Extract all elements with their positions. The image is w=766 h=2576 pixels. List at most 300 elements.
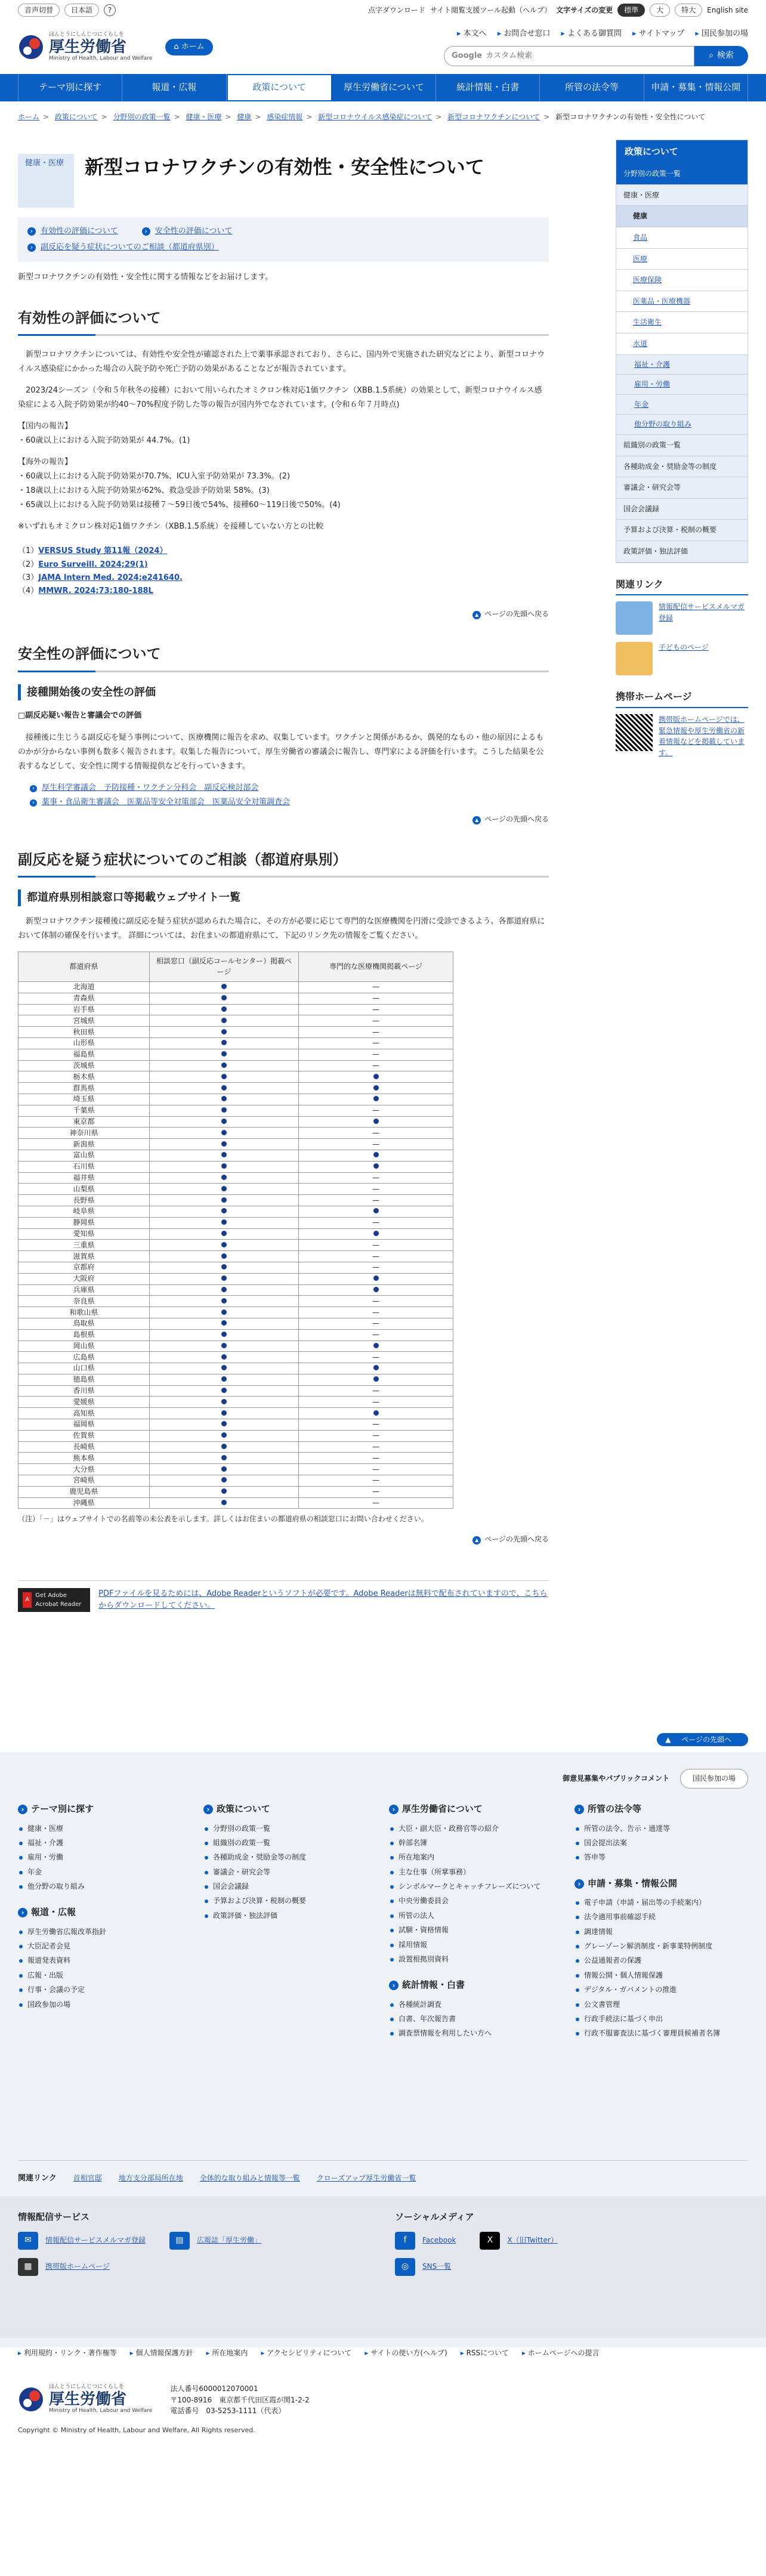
sidebar-item[interactable] bbox=[616, 499, 748, 520]
help-icon[interactable]: ? bbox=[104, 4, 116, 16]
callcenter-cell[interactable] bbox=[150, 1340, 299, 1352]
link-dot-icon[interactable] bbox=[221, 1029, 227, 1034]
footer-related-link[interactable]: 地方支分部局所在地 bbox=[118, 2174, 183, 2183]
link-dot-icon[interactable] bbox=[221, 1298, 227, 1304]
link-dot-icon[interactable] bbox=[221, 1399, 227, 1404]
sitemap-link[interactable]: ▸ サイトマップ bbox=[632, 28, 684, 40]
toc-safety-link[interactable]: › 安全性の評価について bbox=[142, 223, 233, 239]
footer-link[interactable]: 行政手続法に基づく申出 bbox=[574, 2013, 748, 2025]
hospital-cell[interactable] bbox=[299, 1150, 453, 1161]
hospital-cell: — bbox=[299, 1318, 453, 1329]
hospital-cell[interactable] bbox=[299, 1363, 453, 1375]
toc-efficacy-link[interactable]: › 有効性の評価について bbox=[27, 223, 118, 239]
footer-link[interactable]: 試験・資格情報 bbox=[389, 1924, 563, 1936]
language-select[interactable]: 日本語 bbox=[64, 4, 99, 17]
footer-link[interactable]: 設置根拠別資料 bbox=[389, 1953, 563, 1965]
callcenter-cell[interactable] bbox=[150, 1318, 299, 1329]
link-dot-icon[interactable] bbox=[221, 1253, 227, 1259]
breadcrumb-item[interactable]: 政策について bbox=[54, 113, 98, 121]
footer-link[interactable]: 大臣記者会見 bbox=[18, 1940, 192, 1952]
link-dot-icon[interactable] bbox=[373, 1096, 379, 1101]
callcenter-cell[interactable] bbox=[150, 1004, 299, 1015]
prefecture-name: 滋賀県 bbox=[18, 1251, 150, 1262]
link-dot-icon[interactable] bbox=[221, 1119, 227, 1124]
footer-column-heading[interactable]: › 政策について bbox=[203, 1802, 377, 1816]
hospital-cell[interactable] bbox=[299, 1083, 453, 1094]
kids-page-link[interactable]: 子どものページ bbox=[659, 643, 709, 652]
footer-link[interactable]: 中央労働委員会 bbox=[389, 1895, 563, 1907]
callcenter-cell[interactable] bbox=[150, 1475, 299, 1487]
footer-related-link[interactable]: 全体的な取り組みと情報等一覧 bbox=[199, 2174, 300, 2183]
link-dot-icon[interactable] bbox=[221, 1130, 227, 1135]
link-dot-icon[interactable] bbox=[221, 1074, 227, 1079]
consultation-paragraph: 新型コロナワクチン接種後に副反応を疑う症状が認められた場合に、その方が必要に応じて専門的な医療機関を円滑に受診できるよう、各都道府県において体制の確保を行います。 詳細については、お住まいの都道府県にて、下記のリンク先の情報をご覧ください。 bbox=[18, 916, 545, 940]
hospital-cell[interactable] bbox=[299, 1071, 453, 1083]
table-row bbox=[18, 1015, 453, 1027]
link-dot-icon[interactable] bbox=[373, 1119, 379, 1124]
link-dot-icon[interactable] bbox=[221, 1051, 227, 1057]
sidebar-item[interactable] bbox=[616, 249, 748, 270]
callcenter-cell[interactable] bbox=[150, 1262, 299, 1273]
footer-link[interactable]: 予算および決算・税制の概要 bbox=[203, 1895, 377, 1907]
link-dot-icon[interactable] bbox=[221, 1343, 227, 1348]
callcenter-cell[interactable] bbox=[150, 1273, 299, 1284]
hospital-cell[interactable] bbox=[299, 1161, 453, 1172]
braille-link[interactable]: 点字ダウンロード bbox=[368, 5, 426, 14]
sidebar-item[interactable] bbox=[616, 415, 748, 435]
callcenter-cell[interactable] bbox=[150, 1217, 299, 1228]
link-dot-icon[interactable] bbox=[373, 1231, 379, 1236]
fontsize-xlarge[interactable]: 特大 bbox=[675, 4, 702, 17]
link-dot-icon[interactable] bbox=[221, 1006, 227, 1012]
sidebar-item[interactable] bbox=[616, 185, 748, 206]
callcenter-cell[interactable] bbox=[150, 1105, 299, 1116]
callcenter-cell[interactable] bbox=[150, 1195, 299, 1206]
link-dot-icon[interactable] bbox=[373, 1208, 379, 1213]
link-dot-icon[interactable] bbox=[221, 1208, 227, 1213]
callcenter-cell[interactable] bbox=[150, 982, 299, 993]
callcenter-cell[interactable] bbox=[150, 1296, 299, 1307]
search-input[interactable]: Google カスタム検索 bbox=[444, 46, 694, 66]
privacy-link[interactable]: ▸ 個人情報保護方針 bbox=[130, 2348, 193, 2377]
link-dot-icon[interactable] bbox=[221, 1444, 227, 1449]
link-dot-icon[interactable] bbox=[221, 1455, 227, 1460]
footer-link[interactable]: 政策評価・独法評価 bbox=[203, 1910, 377, 1922]
terms-link[interactable]: ▸ 利用規約・リンク・著作権等 bbox=[18, 2348, 117, 2377]
faq-link[interactable]: ▸ よくある御質問 bbox=[561, 28, 622, 40]
callcenter-cell[interactable] bbox=[150, 1060, 299, 1071]
footer-link[interactable]: 調達情報 bbox=[574, 1926, 748, 1938]
reference-link[interactable]: VERSUS Study 第11報（2024） bbox=[38, 546, 168, 556]
footer-link[interactable]: 公文書管理 bbox=[574, 1999, 748, 2010]
prefecture-name: 福島県 bbox=[18, 1049, 150, 1060]
link-dot-icon[interactable] bbox=[221, 1477, 227, 1482]
callcenter-cell[interactable] bbox=[150, 1094, 299, 1105]
reference-link[interactable]: JAMA Intern Med. 2024;e241640. bbox=[38, 573, 183, 582]
hospital-cell[interactable] bbox=[299, 1284, 453, 1296]
callcenter-cell[interactable] bbox=[150, 1015, 299, 1027]
site-search bbox=[444, 46, 748, 66]
callcenter-cell[interactable] bbox=[150, 1385, 299, 1397]
footer-link[interactable]: シンボルマークとキャッチフレーズについて bbox=[389, 1880, 563, 1892]
suggestion-link[interactable]: ▸ ホームページへの提言 bbox=[522, 2348, 600, 2377]
table-row bbox=[18, 1083, 453, 1094]
callcenter-cell[interactable] bbox=[150, 1027, 299, 1038]
contact-link[interactable]: ▸ お問合せ窓口 bbox=[498, 28, 551, 40]
breadcrumb-item[interactable]: 健康・医療 bbox=[186, 113, 222, 121]
sidebar-item[interactable] bbox=[616, 163, 748, 185]
callcenter-cell[interactable] bbox=[150, 1352, 299, 1363]
table-row bbox=[18, 1497, 453, 1509]
link-dot-icon[interactable] bbox=[221, 1163, 227, 1169]
hospital-cell[interactable] bbox=[299, 1116, 453, 1128]
location-link[interactable]: ▸ 所在地案内 bbox=[206, 2348, 248, 2377]
link-dot-icon[interactable] bbox=[221, 1320, 227, 1326]
callcenter-cell[interactable] bbox=[150, 1184, 299, 1195]
footer-column-heading[interactable]: › 厚生労働省について bbox=[389, 1802, 563, 1816]
footer-link[interactable]: 行事・会議の予定 bbox=[18, 1984, 192, 1996]
nav-policy[interactable]: 政策について bbox=[227, 74, 332, 101]
mobile-site-link[interactable]: 携帯版ホームページでは、緊急情報や厚生労働省の新着情報などを掲載しています。 bbox=[659, 715, 745, 757]
sidebar-item[interactable] bbox=[616, 312, 748, 333]
breadcrumb-item[interactable]: 健康 bbox=[237, 113, 252, 121]
back-to-top-link[interactable]: ▲ ページの先頭へ戻る bbox=[472, 815, 549, 823]
footer-link[interactable]: 年金 bbox=[18, 1866, 192, 1878]
link-dot-icon[interactable] bbox=[221, 1242, 227, 1247]
table-row bbox=[18, 1430, 453, 1441]
link-dot-icon[interactable] bbox=[221, 1287, 227, 1292]
footer-bottom-links bbox=[18, 2348, 748, 2377]
sidebar-item[interactable] bbox=[616, 477, 748, 499]
footer-link[interactable]: 広報・出版 bbox=[18, 1969, 192, 1981]
sidebar-item-label: 食品 bbox=[633, 233, 648, 242]
sidebar-item[interactable] bbox=[616, 333, 748, 355]
callcenter-cell[interactable] bbox=[150, 1284, 299, 1296]
efficacy-paragraph: 2023/24シーズン（令和５年秋冬の接種）において用いられたオミクロン株対応1価ワクチン（XBB.1.5系統）の効果として、新型コロナウイルス感染症による入院予防効果が約40～70%程度予防した等の報告が国内外でなされています。(令和６年７月時点) bbox=[18, 386, 542, 410]
english-site-link[interactable]: English site bbox=[707, 5, 748, 14]
sns-icon: ◎ bbox=[395, 2258, 415, 2276]
back-to-top-link[interactable]: ▲ ページの先頭へ戻る bbox=[472, 1535, 549, 1543]
footer-link[interactable]: 審議会・研究会等 bbox=[203, 1866, 377, 1878]
newsletter-footer-link[interactable]: 情報配信サービスメルマガ登録 bbox=[45, 2236, 146, 2245]
breadcrumb-item[interactable]: ホーム bbox=[18, 113, 40, 121]
link-dot-icon[interactable] bbox=[221, 1096, 227, 1101]
footer bbox=[0, 1752, 766, 2447]
breadcrumb-item[interactable]: 感染症情報 bbox=[267, 113, 303, 121]
callcenter-cell[interactable] bbox=[150, 1397, 299, 1408]
prefecture-name: 栃木県 bbox=[18, 1071, 150, 1083]
nav-about[interactable]: 厚生労働省について bbox=[332, 74, 436, 101]
callcenter-cell[interactable] bbox=[150, 1083, 299, 1094]
sidebar-item[interactable] bbox=[616, 355, 748, 375]
table-row bbox=[18, 1240, 453, 1251]
fontsize-standard[interactable]: 標準 bbox=[617, 4, 645, 17]
home-icon: ⌂ bbox=[174, 42, 181, 51]
callcenter-cell[interactable] bbox=[150, 1430, 299, 1441]
help-link[interactable]: ▸ サイトの使い方(ヘルプ) bbox=[365, 2348, 447, 2377]
prefecture-name: 神奈川県 bbox=[18, 1128, 150, 1139]
nav-statistics[interactable]: 統計情報・白書 bbox=[436, 74, 540, 101]
callcenter-cell[interactable] bbox=[150, 1464, 299, 1475]
footer-link[interactable]: 厚生労働省広報改革指針 bbox=[18, 1926, 192, 1938]
callcenter-cell[interactable] bbox=[150, 1150, 299, 1161]
link-dot-icon[interactable] bbox=[221, 1219, 227, 1225]
nav-press[interactable]: 報道・広報 bbox=[122, 74, 226, 101]
footer-column-heading[interactable]: › 統計情報・白書 bbox=[389, 1978, 563, 1992]
footer-link[interactable]: 答申等 bbox=[574, 1851, 748, 1863]
callcenter-cell[interactable] bbox=[150, 1441, 299, 1453]
fontsize-large[interactable]: 大 bbox=[650, 4, 670, 17]
footer-link[interactable]: 健康・医療 bbox=[18, 1823, 192, 1834]
site-logo[interactable] bbox=[18, 31, 213, 63]
breadcrumb-item[interactable]: 新型コロナワクチンについて bbox=[447, 113, 540, 121]
link-dot-icon[interactable] bbox=[373, 1365, 379, 1370]
sidebar-item[interactable] bbox=[616, 520, 748, 541]
link-dot-icon[interactable] bbox=[221, 1388, 227, 1393]
link-dot-icon[interactable] bbox=[221, 1175, 227, 1180]
hospital-cell[interactable] bbox=[299, 1340, 453, 1352]
footer-column-heading[interactable]: › 申請・募集・情報公開 bbox=[574, 1877, 748, 1891]
callcenter-cell[interactable] bbox=[150, 1307, 299, 1318]
link-dot-icon[interactable] bbox=[373, 1410, 379, 1416]
link-dot-icon[interactable] bbox=[221, 1488, 227, 1494]
link-dot-icon[interactable] bbox=[221, 1410, 227, 1416]
logo-icon bbox=[18, 34, 44, 60]
sidebar-item[interactable] bbox=[616, 395, 748, 415]
search-button[interactable]: ⌕ 検索 bbox=[694, 46, 748, 66]
hospital-cell: — bbox=[299, 1430, 453, 1441]
opinion-link[interactable]: 御意見募集やパブリックコメント bbox=[563, 1774, 669, 1783]
prefecture-name: 和歌山県 bbox=[18, 1307, 150, 1318]
sidebar-item[interactable] bbox=[616, 435, 748, 456]
council-link[interactable]: 厚生科学審議会 予防接種・ワクチン分科会 副反応検討部会 bbox=[42, 783, 259, 792]
footer-link[interactable]: 調査票情報を利用したい方へ bbox=[389, 2027, 563, 2039]
footer-link[interactable]: 情報公開・個人情報保護 bbox=[574, 1969, 748, 1981]
footer-link[interactable]: 幹部名簿 bbox=[389, 1837, 563, 1849]
nav-theme[interactable]: テーマ別に探す bbox=[18, 74, 122, 101]
footer-link[interactable]: 各種助成金・奨励金等の制度 bbox=[203, 1851, 377, 1863]
mobile-footer-link[interactable]: 携帯版ホームページ bbox=[45, 2262, 110, 2271]
footer-column-heading[interactable]: › 報道・広報 bbox=[18, 1905, 192, 1919]
link-dot-icon[interactable] bbox=[373, 1152, 379, 1157]
newsletter-link[interactable]: 情報配信サービスメルマガ登録 bbox=[659, 603, 745, 622]
sidebar-item[interactable] bbox=[616, 270, 748, 291]
footer-link[interactable]: デジタル・ガバメントの推進 bbox=[574, 1984, 748, 1996]
footer-link[interactable]: 所在地案内 bbox=[389, 1851, 563, 1863]
footer-related-link[interactable]: 首相官邸 bbox=[73, 2174, 102, 2183]
table-row bbox=[18, 1049, 453, 1060]
link-dot-icon[interactable] bbox=[373, 1163, 379, 1169]
callcenter-cell[interactable] bbox=[150, 1486, 299, 1497]
footer-link[interactable]: 国会提出法案 bbox=[574, 1837, 748, 1849]
footer-link[interactable]: 白書、年次報告書 bbox=[389, 2013, 563, 2025]
link-dot-icon[interactable] bbox=[373, 1376, 379, 1382]
table-row bbox=[18, 1139, 453, 1150]
footer-link[interactable]: 電子申請（申請・届出等の手続案内） bbox=[574, 1897, 748, 1908]
footer-link[interactable]: 法令適用事前確認手続 bbox=[574, 1911, 748, 1923]
link-dot-icon[interactable] bbox=[373, 1343, 379, 1348]
link-dot-icon[interactable] bbox=[221, 1376, 227, 1382]
hospital-cell[interactable] bbox=[299, 1374, 453, 1385]
callcenter-cell[interactable] bbox=[150, 1128, 299, 1139]
reference-link[interactable]: Euro Surveill. 2024;29(1) bbox=[38, 560, 148, 569]
hospital-cell: — bbox=[299, 1441, 453, 1453]
link-dot-icon[interactable] bbox=[221, 1085, 227, 1091]
callcenter-cell[interactable] bbox=[150, 1228, 299, 1240]
reference-link[interactable]: MMWR. 2024;73:180-188L bbox=[38, 586, 153, 595]
callcenter-cell[interactable] bbox=[150, 1497, 299, 1509]
adobe-reader-badge[interactable]: A Get Adobe Acrobat Reader bbox=[18, 1588, 90, 1612]
sidebar-item[interactable] bbox=[616, 291, 748, 313]
link-dot-icon[interactable] bbox=[221, 1332, 227, 1337]
sidebar-item-label: 年金 bbox=[634, 400, 649, 409]
breadcrumb-item[interactable]: 新型コロナウイルス感染症について bbox=[318, 113, 433, 121]
skip-to-content-link[interactable]: ▸ 本文へ bbox=[457, 28, 487, 40]
callcenter-cell[interactable] bbox=[150, 1116, 299, 1128]
footer-column-heading[interactable]: › 所管の法令等 bbox=[574, 1802, 748, 1816]
link-dot-icon[interactable] bbox=[221, 1197, 227, 1203]
footer-link[interactable]: 国会会議録 bbox=[203, 1880, 377, 1892]
link-dot-icon[interactable] bbox=[221, 1466, 227, 1472]
footer-link[interactable]: 報道発表資料 bbox=[18, 1954, 192, 1966]
callcenter-cell[interactable] bbox=[150, 1037, 299, 1049]
link-dot-icon[interactable] bbox=[373, 1085, 379, 1091]
link-dot-icon[interactable] bbox=[221, 1309, 227, 1315]
home-button[interactable] bbox=[165, 39, 212, 55]
prefecture-name: 三重県 bbox=[18, 1240, 150, 1251]
hospital-cell: — bbox=[299, 982, 453, 993]
link-dot-icon[interactable] bbox=[221, 1275, 227, 1281]
footer-link[interactable]: 所管の法令、告示・通達等 bbox=[574, 1823, 748, 1834]
link-dot-icon[interactable] bbox=[221, 984, 227, 989]
footer-link[interactable]: 主な仕事（所掌事務） bbox=[389, 1866, 563, 1878]
hospital-cell[interactable] bbox=[299, 1408, 453, 1419]
voice-toggle[interactable]: 音声切替 bbox=[18, 4, 60, 17]
page-top-button[interactable]: ▲ ページの先頭へ bbox=[657, 1733, 748, 1746]
sidebar-item[interactable] bbox=[616, 541, 748, 563]
footer-link[interactable]: 国政参加の場 bbox=[18, 1999, 192, 2010]
callcenter-cell[interactable] bbox=[150, 1419, 299, 1431]
browsing-support-link[interactable]: サイト閲覧支援ツール起動（ヘルプ） bbox=[430, 5, 552, 14]
kids-image bbox=[616, 642, 653, 675]
participate-button[interactable]: 国民参加の場 bbox=[680, 1769, 748, 1789]
link-dot-icon[interactable] bbox=[221, 1186, 227, 1191]
table-row bbox=[18, 1486, 453, 1497]
footer-link[interactable]: 分野別の政策一覧 bbox=[203, 1823, 377, 1834]
link-dot-icon[interactable] bbox=[221, 1152, 227, 1157]
footer-link[interactable]: 行政不服審査法に基づく審理員候補者名簿 bbox=[574, 2027, 748, 2039]
link-dot-icon[interactable] bbox=[221, 1040, 227, 1045]
callcenter-cell[interactable] bbox=[150, 993, 299, 1004]
footer-related-link[interactable]: クローズアップ厚生労働省一覧 bbox=[316, 2174, 416, 2183]
hospital-cell[interactable] bbox=[299, 1273, 453, 1284]
link-dot-icon[interactable] bbox=[221, 1365, 227, 1370]
callcenter-cell[interactable] bbox=[150, 1161, 299, 1172]
sidebar-item[interactable] bbox=[616, 456, 748, 478]
callcenter-cell[interactable] bbox=[150, 1363, 299, 1375]
callcenter-cell[interactable] bbox=[150, 1453, 299, 1464]
footer-link[interactable]: 雇用・労働 bbox=[18, 1851, 192, 1863]
footer-link[interactable]: 大臣・副大臣・政務官等の紹介 bbox=[389, 1823, 563, 1834]
col-prefecture: 都道府県 bbox=[18, 952, 150, 981]
back-to-top-link[interactable]: ▲ ページの先頭へ戻る bbox=[472, 610, 549, 618]
x-link[interactable]: X（旧Twitter） bbox=[507, 2236, 558, 2245]
hospital-cell: — bbox=[299, 1060, 453, 1071]
nav-laws[interactable]: 所管の法令等 bbox=[540, 74, 644, 101]
callcenter-cell[interactable] bbox=[150, 1329, 299, 1340]
hospital-cell: — bbox=[299, 1397, 453, 1408]
footer-link[interactable]: 公益通報者の保護 bbox=[574, 1954, 748, 1966]
callcenter-cell[interactable] bbox=[150, 1240, 299, 1251]
link-dot-icon[interactable] bbox=[373, 1287, 379, 1292]
accessibility-link[interactable]: ▸ アクセシビリティについて bbox=[261, 2348, 351, 2377]
link-dot-icon[interactable] bbox=[373, 1275, 379, 1281]
facebook-link[interactable]: Facebook bbox=[422, 2236, 456, 2245]
footer-link[interactable]: 所管の法人 bbox=[389, 1910, 563, 1922]
callcenter-cell[interactable] bbox=[150, 1139, 299, 1150]
link-dot-icon[interactable] bbox=[221, 995, 227, 1000]
link-dot-icon[interactable] bbox=[221, 1432, 227, 1438]
sidebar-item[interactable] bbox=[616, 375, 748, 395]
breadcrumb-item[interactable]: 分野別の政策一覧 bbox=[113, 113, 171, 121]
toc-consultation-link[interactable]: › 副反応を疑う症状についてのご相談（都道府県別） bbox=[27, 243, 219, 252]
sidebar-item[interactable] bbox=[616, 206, 748, 227]
hospital-cell[interactable] bbox=[299, 1094, 453, 1105]
link-dot-icon[interactable] bbox=[221, 1421, 227, 1426]
footer-link[interactable]: 各種統計調査 bbox=[389, 1999, 563, 2010]
adobe-download-link[interactable]: PDFファイルを見るためには、Adobe Readerというソフトが必要です。Adobe Readerは無料で配布されていますので、こちらからダウンロードしてください。 bbox=[98, 1589, 548, 1611]
hospital-cell: — bbox=[299, 1352, 453, 1363]
magazine-link[interactable]: 広報誌「厚生労働」 bbox=[197, 2236, 262, 2245]
nav-applications[interactable]: 申請・募集・情報公開 bbox=[644, 74, 748, 101]
link-dot-icon[interactable] bbox=[221, 1141, 227, 1147]
footer-link[interactable]: 組織別の政策一覧 bbox=[203, 1837, 377, 1849]
participation-link[interactable]: ▸ 国民参加の場 bbox=[695, 28, 748, 40]
link-dot-icon[interactable] bbox=[221, 1354, 227, 1360]
footer-column-heading[interactable]: › テーマ別に探す bbox=[18, 1802, 192, 1816]
callcenter-cell[interactable] bbox=[150, 1374, 299, 1385]
rss-link[interactable]: ▸ RSSについて bbox=[461, 2348, 509, 2377]
hospital-cell: — bbox=[299, 1139, 453, 1150]
callcenter-cell[interactable] bbox=[150, 1071, 299, 1083]
link-dot-icon[interactable] bbox=[221, 1062, 227, 1068]
table-row bbox=[18, 1284, 453, 1296]
callcenter-cell[interactable] bbox=[150, 1172, 299, 1184]
footer-link[interactable]: 採用情報 bbox=[389, 1939, 563, 1951]
link-dot-icon[interactable] bbox=[221, 1231, 227, 1236]
footer-link[interactable]: 福祉・介護 bbox=[18, 1837, 192, 1849]
footer-link[interactable]: 他分野の取り組み bbox=[18, 1880, 192, 1892]
sidebar-item[interactable] bbox=[616, 227, 748, 249]
footer-link[interactable]: グレーゾーン解消制度・新事業特例制度 bbox=[574, 1940, 748, 1952]
consultation-subtitle: 都道府県別相談窓口等掲載ウェブサイト一覧 bbox=[18, 889, 549, 906]
callcenter-cell[interactable] bbox=[150, 1049, 299, 1060]
council-link[interactable]: 薬事・食品衛生審議会 医薬品等安全対策部会 医薬品安全対策調査会 bbox=[42, 798, 291, 807]
footer-logo[interactable] bbox=[18, 2383, 152, 2416]
hospital-cell[interactable] bbox=[299, 1206, 453, 1217]
link-dot-icon[interactable] bbox=[221, 1107, 227, 1113]
callcenter-cell[interactable] bbox=[150, 1206, 299, 1217]
link-dot-icon[interactable] bbox=[221, 1018, 227, 1023]
table-row bbox=[18, 1105, 453, 1116]
callcenter-cell[interactable] bbox=[150, 1408, 299, 1419]
link-dot-icon[interactable] bbox=[373, 1074, 379, 1079]
hospital-cell[interactable] bbox=[299, 1228, 453, 1240]
sns-list-link[interactable]: SNS一覧 bbox=[422, 2262, 452, 2271]
callcenter-cell[interactable] bbox=[150, 1251, 299, 1262]
link-dot-icon[interactable] bbox=[221, 1500, 227, 1505]
link-dot-icon[interactable] bbox=[221, 1264, 227, 1270]
